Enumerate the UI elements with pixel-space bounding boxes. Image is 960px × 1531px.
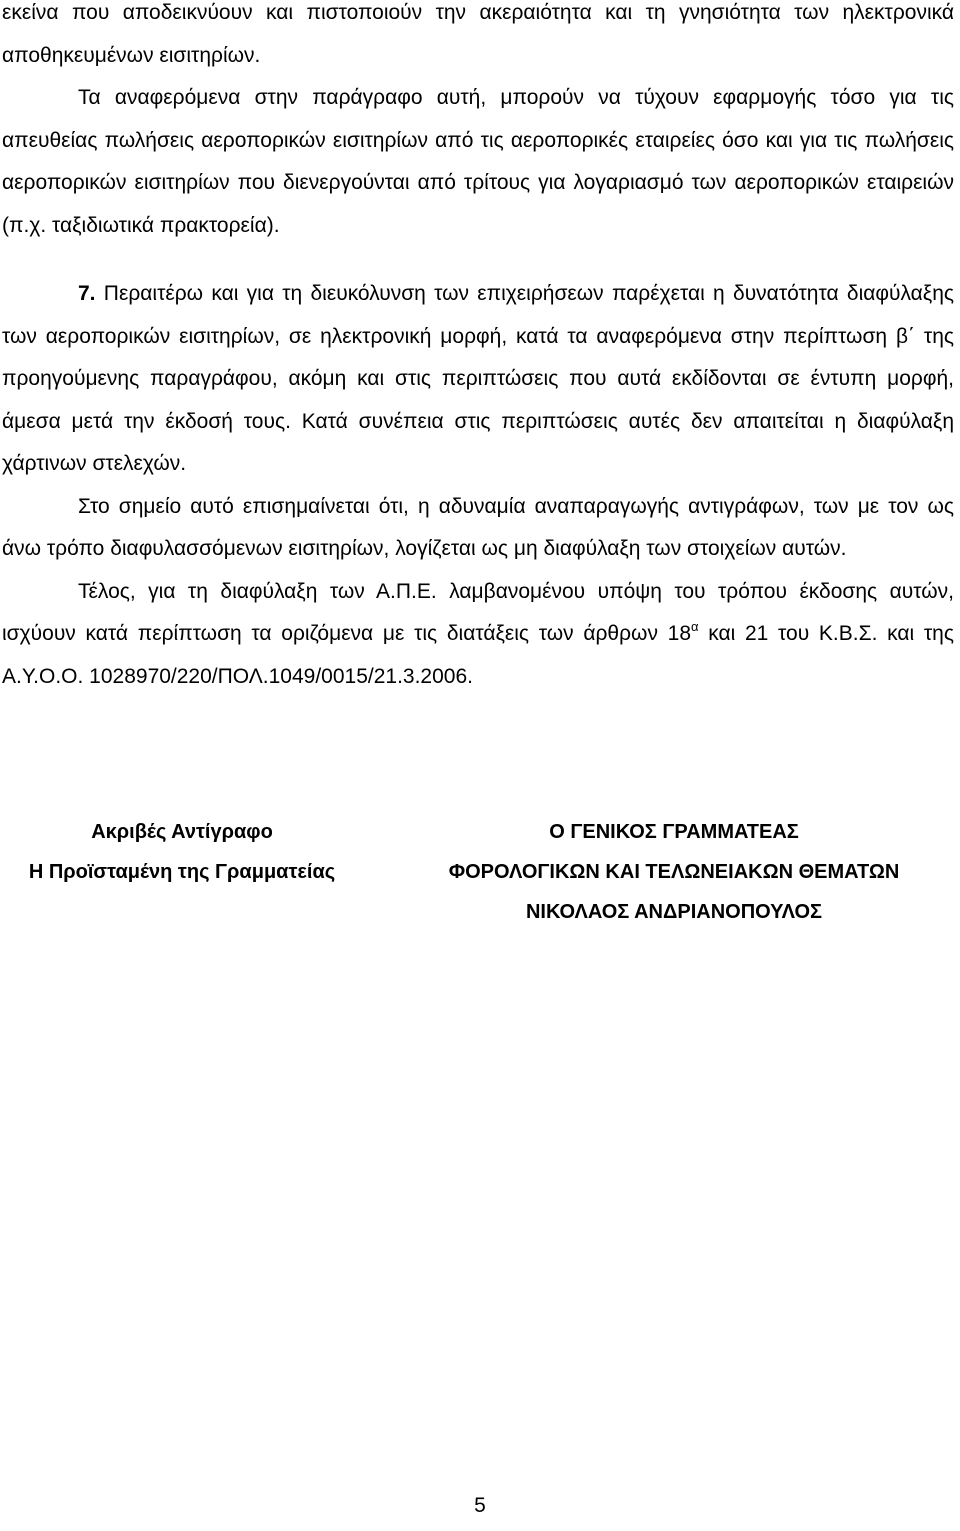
secretariat-head-label: Η Προϊσταμένη της Γραμματείας [28,861,336,883]
paragraph-continued: εκείνα που αποδεικνύουν και πιστοποιούν την ακεραιότητα και τη γνησιότητα των ηλεκτρονικά αποθηκευμένων εισιτηρίων. [2,1,954,67]
item-7-text: Περαιτέρω και για τη διευκόλυνση των επιχειρήσεων παρέχεται η δυνατότητα διαφύλαξης των αεροπορικών εισιτηρίων, σε ηλεκτρονική μορφή, κατά τα αναφερόμενα στην περίπτωση β΄ της προηγούμενης παραγράφου, ακόμη και στις περιπτώσεις που αυτά εκδίδονται σε έντυπη μορφή, άμεσα μετά την έκδοσή τους. Κατά συνέπεια στις περιπτώσεις αυτές δεν απαιτείται η διαφύλαξη χάρτινων στελεχών. [2,282,954,475]
secretary-general-title: Ο ΓΕΝΙΚΟΣ ΓΡΑΜΜΑΤΕΑΣ [549,821,799,843]
paragraph-final [2,571,954,699]
paragraph-final-text-end: και 21 του Κ.Β.Σ. και της Α.Υ.Ο.Ο. 1028970/220/ΠΟΛ.1049/0015/21.3.2006. [2,622,954,688]
paragraph-item-7 [2,273,954,486]
signatory-name: ΝΙΚΟΛΑΟΣ ΑΝΔΡΙΑΝΟΠΟΥΛΟΣ [525,901,823,923]
spacer [2,247,954,273]
spacer [2,698,954,812]
paragraph-note: Στο σημείο αυτό επισημαίνεται ότι, η αδυναμία αναπαραγωγής αντιγράφων, των με τον ως άνω τρόπο διαφυλασσόμενων εισιτηρίων, λογίζεται ως μη διαφύλαξη των στοιχείων αυτών. [2,494,954,560]
signature-right [394,812,954,932]
superscript-alpha: α [691,619,699,634]
paragraph-final-text: Τέλος, για τη διαφύλαξη των Α.Π.Ε. λαμβανομένου υπόψη του τρόπου έκδοσης αυτών, ισχύουν κατά περίπτωση τα οριζόμενα με τις διατάξεις των άρθρων 18 [2,579,954,645]
item-number: 7. [78,282,96,305]
signature-block [2,812,954,932]
secretary-general-department: ΦΟΡΟΛΟΓΙΚΩΝ ΚΑΙ ΤΕΛΩΝΕΙΑΚΩΝ ΘΕΜΑΤΩΝ [448,861,900,883]
paragraph-application-scope: Τα αναφερόμενα στην παράγραφο αυτή, μπορούν να τύχουν εφαρμογής τόσο για τις απευθείας πωλήσεις αεροπορικών εισιτηρίων από τις αεροπορικές εταιρείες όσο και για τις πωλήσεις αεροπορικών εισιτηρίων που διενεργούνται από τρίτους για λογαριασμό των αεροπορικών εταιρειών (π.χ. ταξιδιωτικά πρακτορεία). [2,86,954,237]
page-number: 5 [474,1494,486,1517]
certified-copy-label: Ακριβές Αντίγραφο [91,821,273,843]
signature-left [2,812,362,932]
